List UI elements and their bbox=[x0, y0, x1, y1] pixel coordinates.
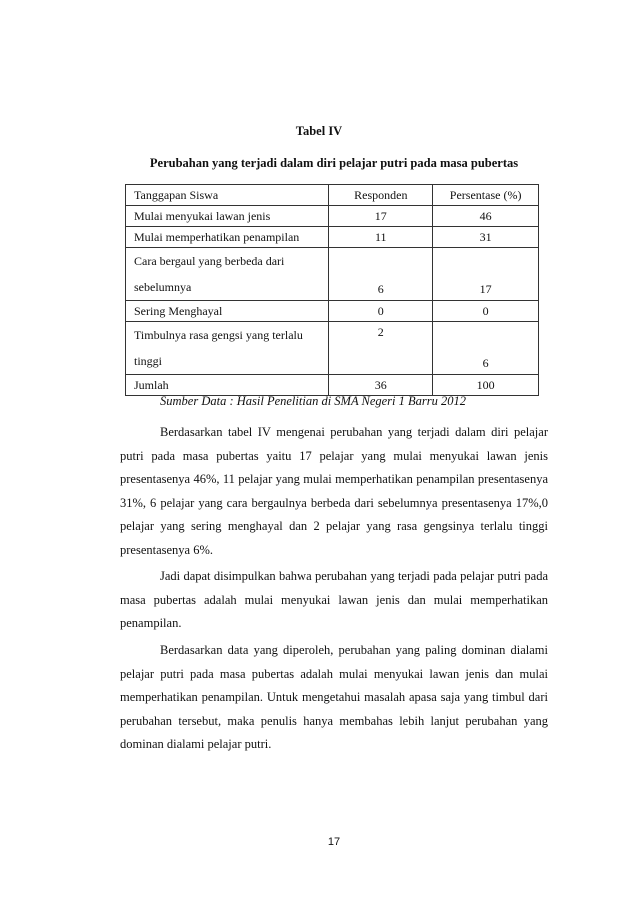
row-responden: 36 bbox=[329, 375, 433, 396]
row-label: Jumlah bbox=[126, 375, 329, 396]
row-responden: 17 bbox=[329, 206, 433, 227]
table-header-row bbox=[126, 185, 539, 206]
row-label: Sering Menghayal bbox=[126, 301, 329, 322]
paragraph-text: Jadi dapat disimpulkan bahwa perubahan yang terjadi pada pelajar putri pada masa pubertas adalah mulai menyukai lawan jenis dan mulai memperhatikan penampilan. bbox=[120, 569, 548, 630]
table-row bbox=[126, 227, 539, 248]
header-responden: Responden bbox=[329, 185, 433, 206]
table-row bbox=[126, 322, 539, 375]
row-label bbox=[126, 248, 329, 301]
row-persentase: 31 bbox=[433, 227, 539, 248]
source-note: Sumber Data : Hasil Penelitian di SMA Negeri 1 Barru 2012 bbox=[160, 394, 466, 408]
row-label-line1: Timbulnya rasa gengsi yang terlalu bbox=[134, 328, 303, 342]
page-number: 17 bbox=[327, 836, 341, 848]
paragraph bbox=[120, 565, 548, 636]
data-table bbox=[125, 184, 539, 396]
table-row bbox=[126, 248, 539, 301]
row-persentase: 100 bbox=[433, 375, 539, 396]
row-responden: 0 bbox=[329, 301, 433, 322]
row-label-line2: tinggi bbox=[134, 354, 163, 368]
header-tanggapan: Tanggapan Siswa bbox=[126, 185, 329, 206]
row-persentase: 6 bbox=[433, 322, 539, 375]
row-responden: 11 bbox=[329, 227, 433, 248]
row-label-line2: sebelumnya bbox=[134, 280, 192, 294]
table-row bbox=[126, 301, 539, 322]
table-caption: Perubahan yang terjadi dalam diri pelajar putri pada masa pubertas bbox=[149, 156, 519, 170]
row-label-line1: Cara bergaul yang berbeda dari bbox=[134, 254, 285, 268]
paragraph bbox=[120, 639, 548, 757]
table-title: Tabel IV bbox=[295, 124, 343, 138]
row-label: Mulai memperhatikan penampilan bbox=[126, 227, 329, 248]
row-label: Mulai menyukai lawan jenis bbox=[126, 206, 329, 227]
table-row bbox=[126, 206, 539, 227]
paragraph bbox=[120, 421, 548, 562]
table-total-row bbox=[126, 375, 539, 396]
row-label bbox=[126, 322, 329, 375]
row-responden: 6 bbox=[329, 248, 433, 301]
paragraph-text: Berdasarkan data yang diperoleh, perubahan yang paling dominan dialami pelajar putri pada masa pubertas adalah mulai menyukai lawan jenis dan mulai memperhatikan penampilan. Untuk mengetahui masalah apasa saja yang timbul dari perubahan tersebut, maka penulis hanya membahas lebih lanjut perubahan yang dominan dialami pelajar putri. bbox=[120, 643, 548, 751]
row-persentase: 0 bbox=[433, 301, 539, 322]
row-responden: 2 bbox=[329, 322, 433, 375]
row-persentase: 46 bbox=[433, 206, 539, 227]
header-persentase: Persentase (%) bbox=[433, 185, 539, 206]
row-persentase: 17 bbox=[433, 248, 539, 301]
paragraph-text: Berdasarkan tabel IV mengenai perubahan yang terjadi dalam diri pelajar putri pada masa pubertas yaitu 17 pelajar yang mulai menyukai lawan jenis presentasenya 46%, 11 pelajar yang mulai memperhatikan penampilan presentasenya 31%, 6 pelajar yang cara bergaulnya berbeda dari sebelumnya presentasenya 17%,0 pelajar yang sering menghayal dan 2 pelajar yang rasa gengsinya terlalu tinggi presentasenya 6%. bbox=[120, 425, 548, 557]
